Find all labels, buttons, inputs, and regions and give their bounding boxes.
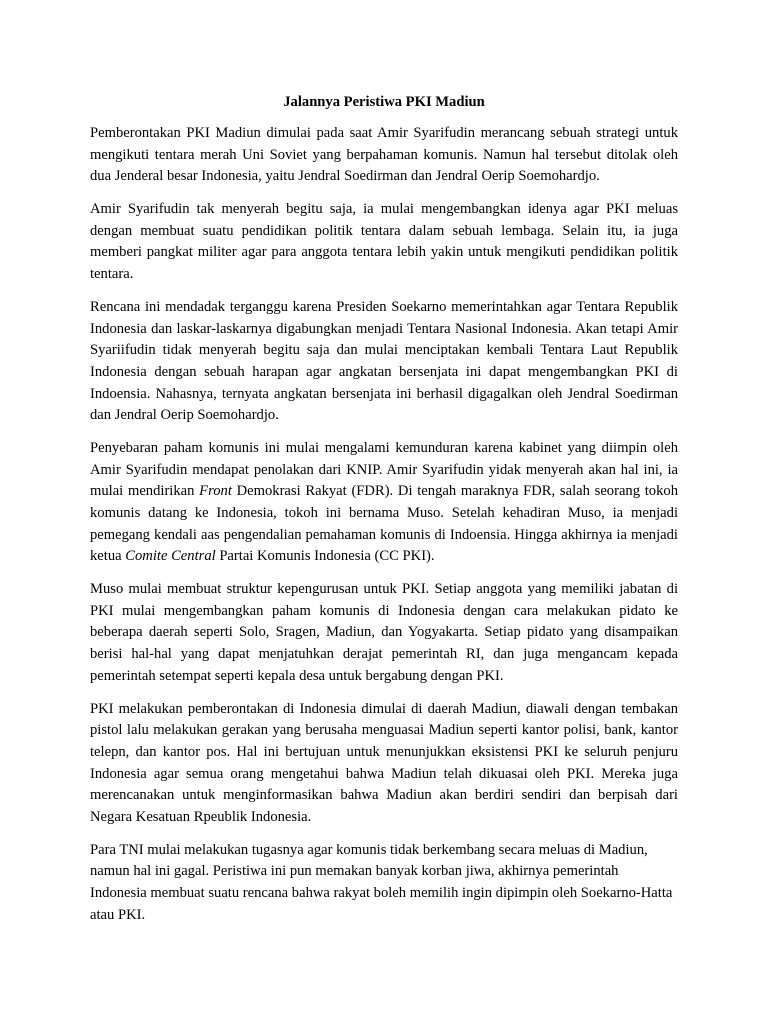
italic-text: Front [199, 483, 232, 500]
paragraph-2 [90, 199, 678, 285]
document-title: Jalannya Peristiwa PKI Madiun [283, 94, 485, 110]
paragraph-text: Para TNI mulai melakukan tugasnya agar komunis tidak berkembang secara meluas di Madiun, namun hal ini gagal. Peristiwa ini pun memakan banyak korban jiwa, akhirnya pemerintah Indonesia membuat suatu rencana bahwa rakyat boleh memilih ingin dipimpin oleh Soekarno-Hatta atau PKI. [90, 841, 673, 923]
paragraph-4 [90, 438, 678, 568]
document-body [90, 123, 678, 926]
paragraph-text: Penyebaran paham komunis ini mulai mengalami kemunduran karena kabinet yang diimpin oleh Amir Syarifudin mendapat penolakan dari KNIP. Amir Syarifudin yidak menyerah akan hal ini, ia mulai mendirikan [90, 440, 678, 500]
paragraph-text: Pemberontakan PKI Madiun dimulai pada saat Amir Syarifudin merancang sebuah strategi untuk mengikuti tentara merah Uni Soviet yang berpahaman komunis. Namun hal tersebut ditolak oleh dua Jenderal besar Indonesia, yaitu Jendral Soedirman dan Jendral Oerip Soemohardjo. [90, 125, 678, 185]
paragraph-1 [90, 123, 678, 188]
document-page [90, 92, 678, 938]
paragraph-text: Demokrasi Rakyat (FDR). Di tengah maraknya FDR, salah seorang tokoh komunis datang ke Indonesia, tokoh ini bernama Muso. Setelah kehadiran Muso, ia menjadi pemegang kendali aas pengendalian pemahaman komunis di Indoensia. Hingga akhirnya ia menjadi ketua [90, 483, 678, 565]
paragraph-5 [90, 579, 678, 687]
paragraph-text: Amir Syarifudin tak menyerah begitu saja, ia mulai mengembangkan idenya agar PKI meluas dengan membuat suatu pendidikan politik tentara dalam sebuah lembaga. Selain itu, ia juga memberi pangkat militer agar para anggota tentara lebih yakin untuk mengikuti pendidikan politik tentara. [90, 201, 678, 283]
paragraph-text: PKI melakukan pemberontakan di Indonesia dimulai di daerah Madiun, diawali dengan tembakan pistol lalu melakukan gerakan yang berusaha menguasai Madiun seperti kantor polisi, bank, kantor telepn, dan kantor pos. Hal ini bertujuan untuk menunjukkan eksistensi PKI ke seluruh penjuru Indonesia agar semua orang mengetahui bahwa Madiun telah dikuasai oleh PKI. Mereka juga merencanakan untuk menginformasikan bahwa Madiun akan berdiri sendiri dan berpisah dari Negara Kesatuan Rpeublik Indonesia. [90, 700, 678, 825]
italic-text: Comite Central [125, 548, 216, 565]
paragraph-text: Muso mulai membuat struktur kepengurusan untuk PKI. Setiap anggota yang memiliki jabatan di PKI mulai mengembangkan paham komunis di Indonesia dengan cara melakukan pidato ke beberapa daerah seperti Solo, Sragen, Madiun, dan Yogyakarta. Setiap pidato yang disampaikan berisi hal-hal yang dapat menjatuhkan derajat pemerintah RI, dan juga mengancam kepada pemerintah setempat seperti kepala desa untuk bergabung dengan PKI. [90, 581, 678, 684]
paragraph-6 [90, 699, 678, 829]
paragraph-text: Partai Komunis Indonesia (CC PKI). [215, 548, 435, 565]
paragraph-text: Rencana ini mendadak terganggu karena Presiden Soekarno memerintahkan agar Tentara Republik Indonesia dan laskar-laskarnya digabungkan menjadi Tentara Nasional Indonesia. Akan tetapi Amir Syariifudin tidak menyerah begitu saja dan mulai menciptakan kembali Tentara Laut Republik Indonesia dengan sebuah harapan agar angkatan bersenjata ini dapat mengembangkan PKI di Indoensia. Nahasnya, ternyata angkatan bersenjata ini berhasil digagalkan oleh Jendral Soedirman dan Jendral Oerip Soemohardjo. [90, 299, 678, 424]
paragraph-3 [90, 297, 678, 427]
paragraph-7 [90, 840, 678, 926]
